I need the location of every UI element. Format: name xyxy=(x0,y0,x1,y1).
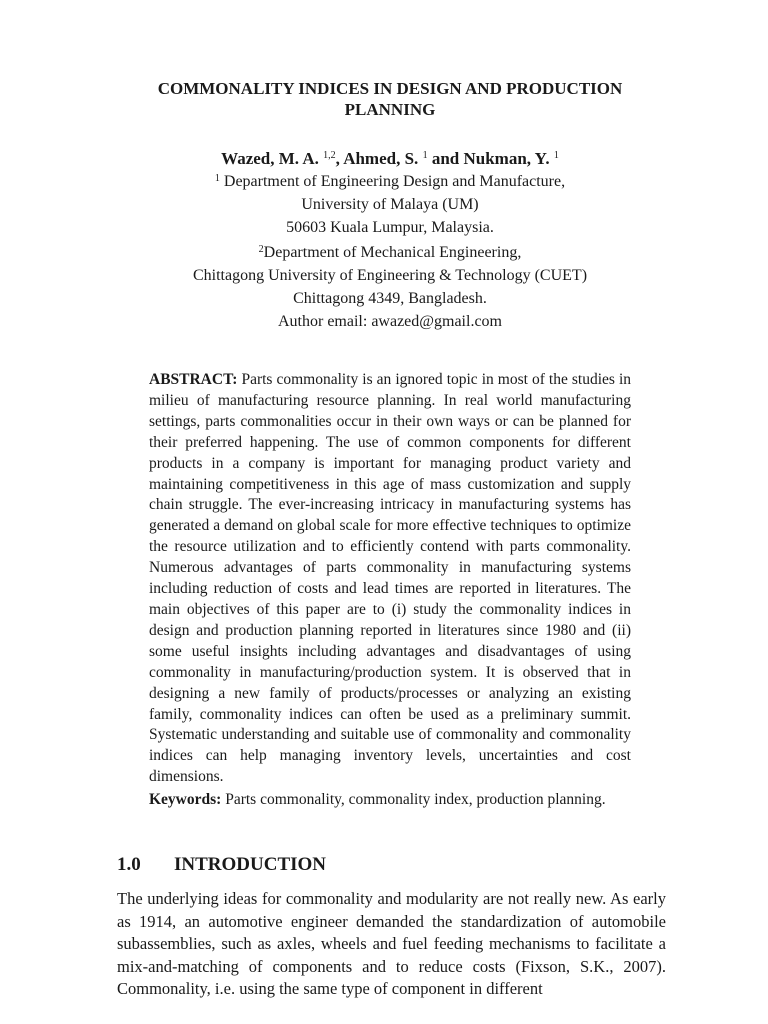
affiliation-2-department: Department of Mechanical Engineering, xyxy=(263,244,522,262)
author-3-affiliation-mark: 1 xyxy=(553,150,559,161)
section-title: INTRODUCTION xyxy=(174,854,327,875)
affiliation-2-address: Chittagong 4349, Bangladesh. xyxy=(293,289,487,307)
affiliations xyxy=(100,168,680,334)
keywords xyxy=(149,789,649,810)
affiliation-2-mark: 2 xyxy=(258,244,264,256)
affiliation-1-university: University of Malaya (UM) xyxy=(301,195,479,213)
affiliation-2-university: Chittagong University of Engineering & Technology (CUET) xyxy=(192,267,588,285)
author-list xyxy=(100,145,680,170)
author-2-affiliation-mark: 1 xyxy=(422,150,428,161)
affiliation-1-line-1 xyxy=(100,168,680,194)
title-line-2: PLANNING xyxy=(344,100,436,119)
affiliation-1-mark: 1 xyxy=(214,173,220,184)
abstract xyxy=(149,370,631,788)
author-1-affiliation-mark: 1,2 xyxy=(323,150,336,161)
author-3-name: and Nukman, Y. xyxy=(427,149,554,168)
abstract-label: ABSTRACT: xyxy=(149,371,238,388)
abstract-text: Parts commonality is an ignored topic in most of the studies in milieu of manufacturing resource planning. In real world manufacturing settings, parts commonalities occur in their own ways or can be planned for their preferred happening. The use of common components for different products in a company is important for managing product variety and maintaining competitiveness in this age of mass customization and supply chain struggle. The ever-increasing intricacy in manufacturing systems has generated a demand on global scale for more effective techniques to optimize the resource utilization and to efficiently contend with parts commonality. Numerous advantages of parts commonality in manufacturing systems including reduction of costs and lead times are reported in literatures. The main objectives of this paper are to (i) study the commonality indices in design and production planning reported in literatures since 1980 and (ii) some useful insights including advantages and disadvantages of using commonality in manufacturing/production system. It is observed that in designing a new family of products/processes or analyzing an existing family, commonality indices can often be used as a preliminary summit. Systematic understanding and suitable use of commonality and commonality indices can help managing inventory levels, uncertainties and cost dimensions. xyxy=(149,371,632,786)
author-2-name: , Ahmed, S. xyxy=(335,149,423,168)
affiliation-1-address: 50603 Kuala Lumpur, Malaysia. xyxy=(286,218,494,236)
keywords-label: Keywords: xyxy=(149,791,222,808)
title-line-1: COMMONALITY INDICES IN DESIGN AND PRODUCTION xyxy=(157,79,623,98)
affiliation-2-line-1 xyxy=(100,239,680,265)
author-email: Author email: awazed@gmail.com xyxy=(278,312,502,330)
keywords-text: Parts commonality, commonality index, production planning. xyxy=(225,791,606,808)
author-1-name: Wazed, M. A. xyxy=(221,149,324,168)
paper-title xyxy=(120,78,660,120)
section-heading xyxy=(117,853,326,877)
section-number: 1.0 xyxy=(117,854,141,875)
introduction-paragraph: The underlying ideas for commonality and modularity are not really new. As early as 1914, an automotive engineer demanded the standardization of automobile subassemblies, such as axles, wheels and fuel feeding mechanisms to facilitate a mix-and-matching of components and to reduce costs (Fixson, S.K., 2007). Commonality, i.e. using the same type of component in different xyxy=(117,889,666,999)
affiliation-1-department: Department of Engineering Design and Manufacture, xyxy=(219,173,566,190)
